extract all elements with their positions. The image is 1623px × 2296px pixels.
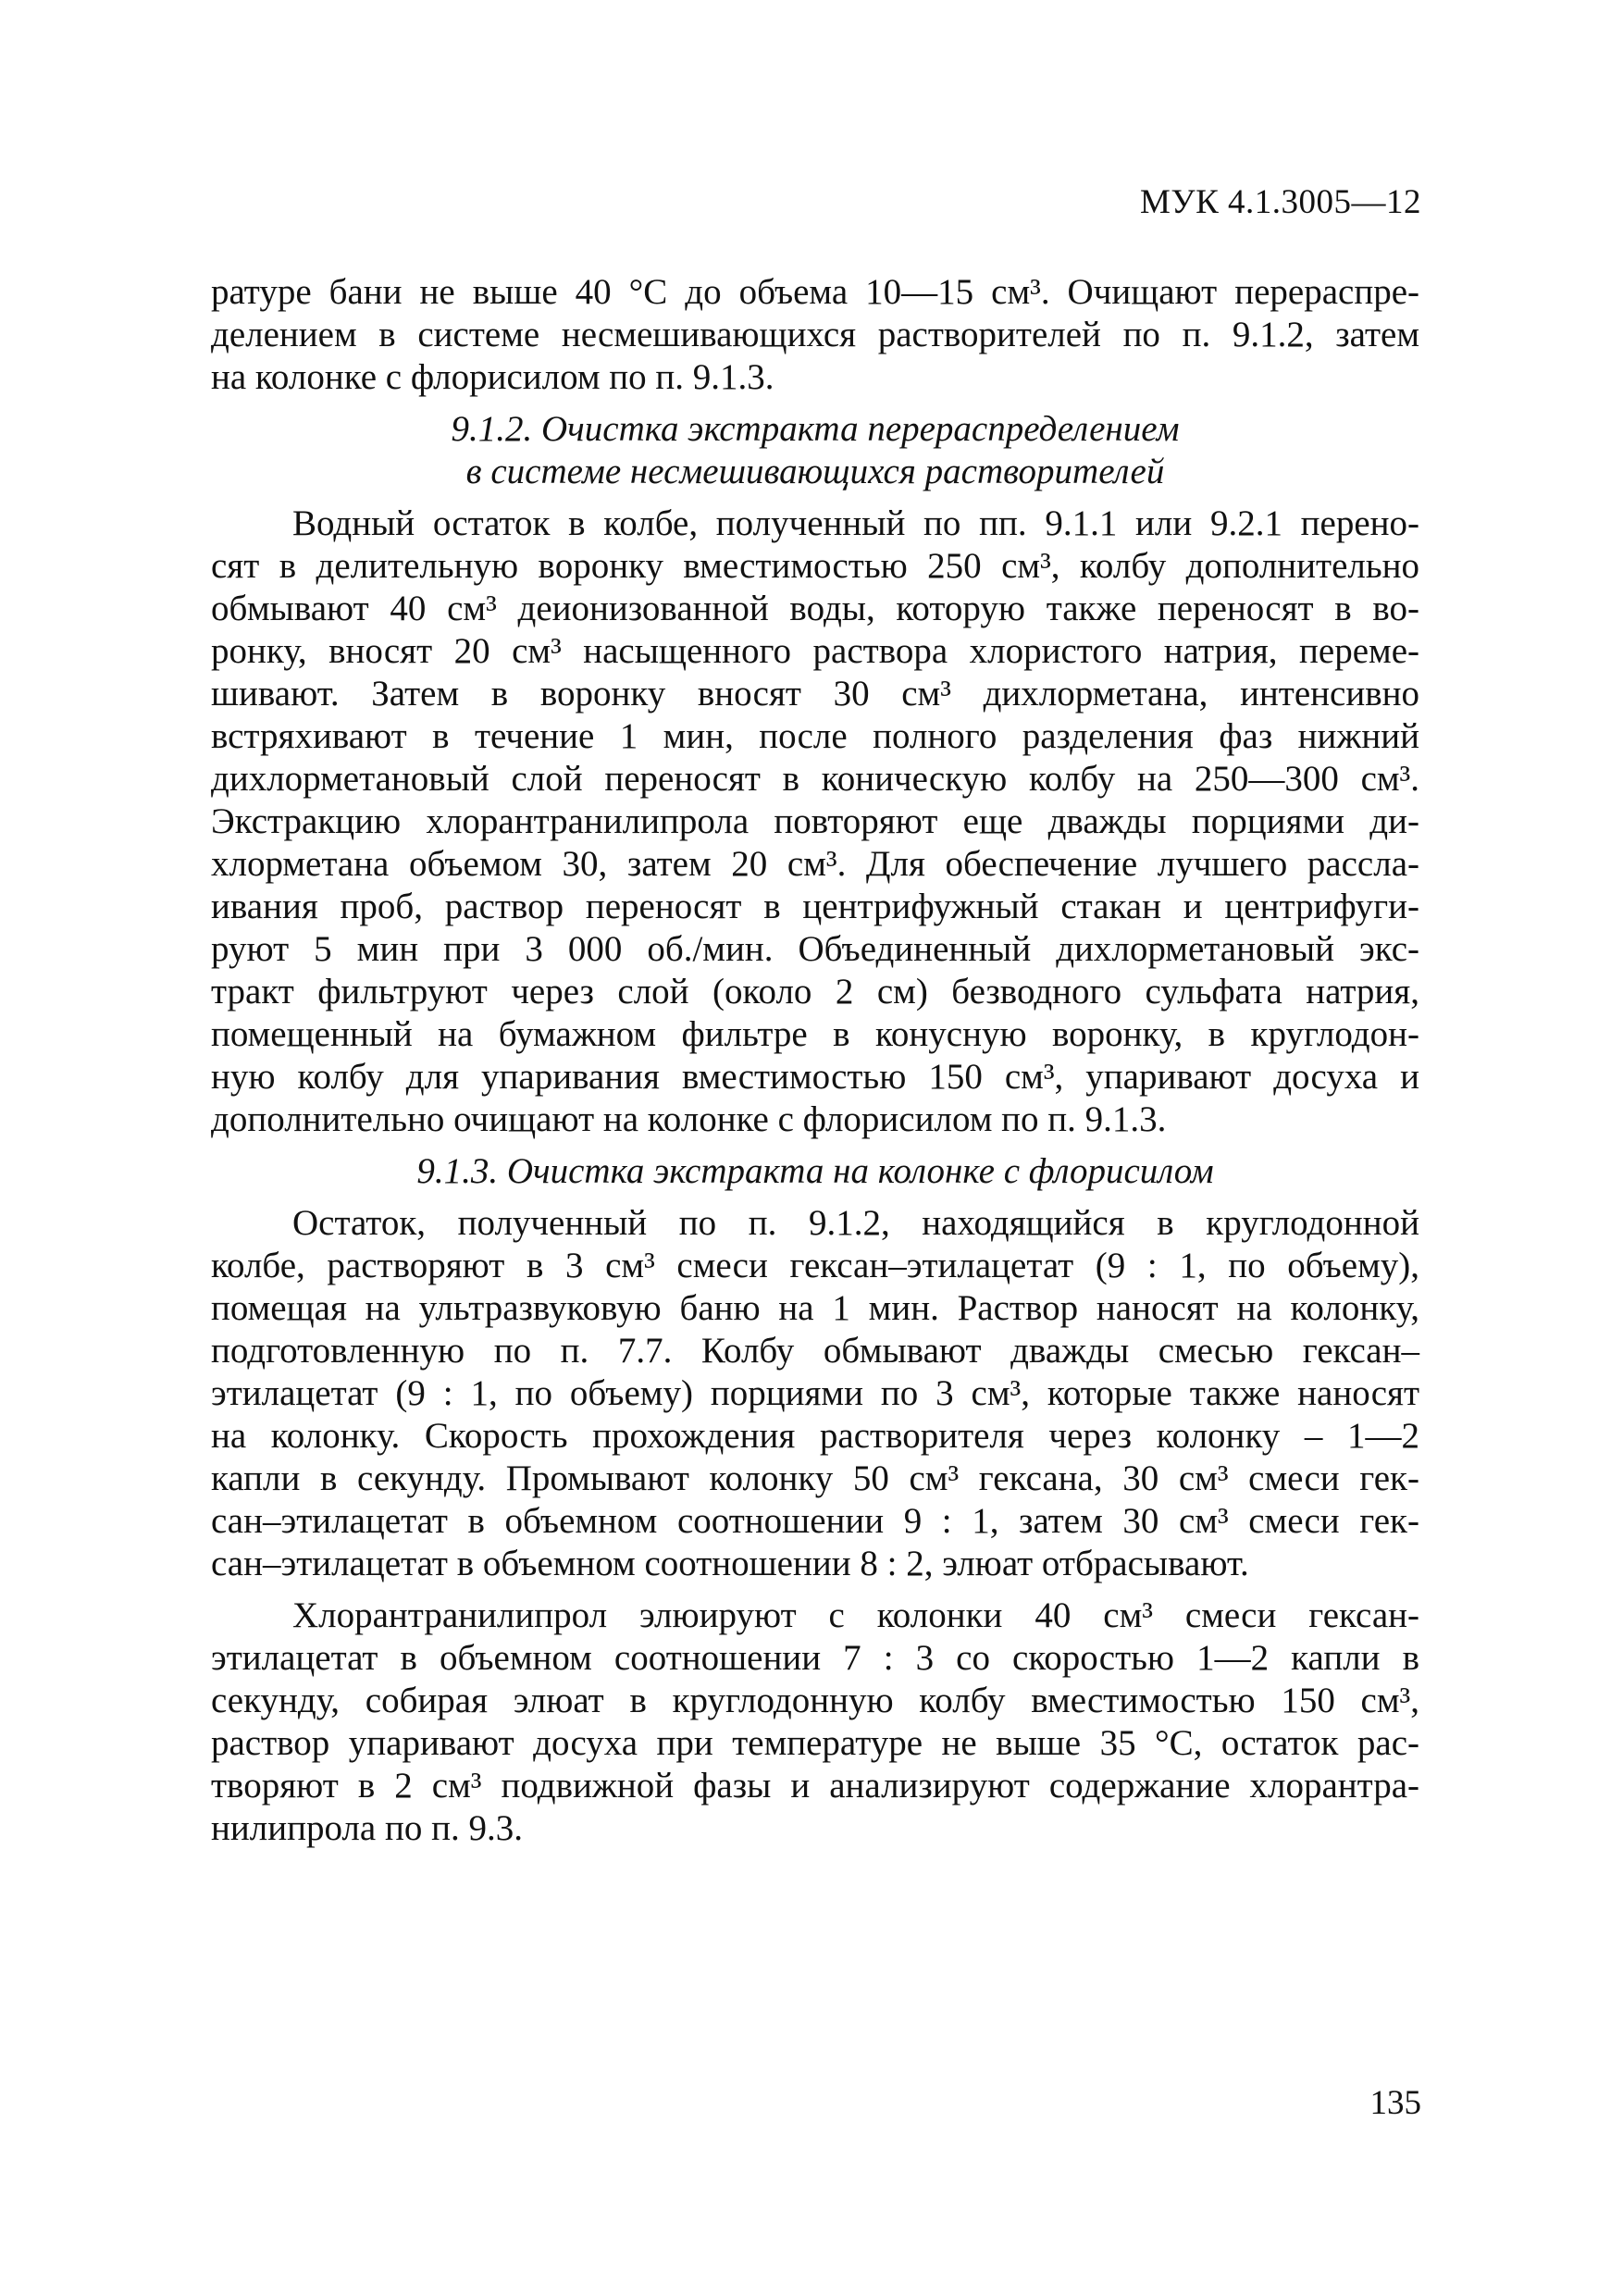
- text-line: ную колбу для упаривания вместимостью 150 см³, упаривают досуха и: [211, 1057, 1419, 1097]
- text-line: сан–этилацетат в объемном соотношении 9 : 1, затем 30 см³ смеси гек-: [211, 1501, 1419, 1541]
- section-9-1-2-paragraph: [211, 503, 1419, 1141]
- text-line: творяют в 2 см³ подвижной фазы и анализируют содержание хлорантра-: [211, 1766, 1419, 1806]
- page-body: [211, 271, 1419, 1850]
- text-line: Экстракцию хлорантранилипрола повторяют еще дважды порциями ди-: [211, 801, 1419, 841]
- text-line: секунду, собирая элюат в круглодонную колбу вместимостью 150 см³,: [211, 1681, 1419, 1720]
- text-line: руют 5 мин при 3 000 об./мин. Объединенный дихлорметановый экс-: [211, 929, 1419, 969]
- section-9-1-3-paragraph-1: [211, 1202, 1419, 1585]
- text-line: колбе, растворяют в 3 см³ смеси гексан–этилацетат (9 : 1, по объему),: [211, 1246, 1419, 1285]
- text-line: этилацетат в объемном соотношении 7 : 3 со скоростью 1—2 капли в: [211, 1638, 1419, 1678]
- text-line: ратуре бани не выше 40 °С до объема 10—15 см³. Очищают перераспре-: [211, 272, 1419, 312]
- document-code-header: МУК 4.1.3005—12: [1139, 183, 1421, 221]
- heading-line: в системе несмешивающихся растворителей: [465, 452, 1165, 491]
- text-line: встряхивают в течение 1 мин, после полного разделения фаз нижний: [211, 716, 1419, 756]
- text-line: дополнительно очищают на колонке с флорисилом по п. 9.1.3.: [211, 1099, 1167, 1139]
- text-line: сан–этилацетат в объемном соотношении 8 : 2, элюат отбрасывают.: [211, 1544, 1249, 1583]
- text-line: хлорметана объемом 30, затем 20 см³. Для обеспечение лучшего рассла-: [211, 844, 1419, 884]
- text-line: ронку, вносят 20 см³ насыщенного раствора хлористого натрия, переме-: [211, 631, 1419, 671]
- text-line: этилацетат (9 : 1, по объему) порциями по 3 см³, которые также наносят: [211, 1373, 1419, 1413]
- text-line: шивают. Затем в воронку вносят 30 см³ дихлорметана, интенсивно: [211, 674, 1419, 714]
- text-line: нилипрола по п. 9.3.: [211, 1808, 523, 1848]
- text-line: обмывают 40 см³ деионизованной воды, которую также переносят в во-: [211, 589, 1419, 628]
- section-9-1-3-paragraph-2: [211, 1595, 1419, 1850]
- text-line: тракт фильтруют через слой (около 2 см) безводного сульфата натрия,: [211, 972, 1419, 1011]
- text-line: сят в делительную воронку вместимостью 250 см³, колбу дополнительно: [211, 546, 1419, 586]
- section-9-1-2-heading: [211, 408, 1419, 493]
- text-line: Остаток, полученный по п. 9.1.2, находящийся в круглодонной: [292, 1203, 1419, 1243]
- text-line: делением в системе несмешивающихся растворителей по п. 9.1.2, затем: [211, 315, 1419, 354]
- text-line: капли в секунду. Промывают колонку 50 см³ гексана, 30 см³ смеси гек-: [211, 1458, 1419, 1498]
- intro-paragraph: [211, 271, 1419, 399]
- text-line: помещая на ультразвуковую баню на 1 мин. Раствор наносят на колонку,: [211, 1288, 1419, 1328]
- section-9-1-3-heading: 9.1.3. Очистка экстракта на колонке с флорисилом: [416, 1151, 1214, 1191]
- heading-line: 9.1.2. Очистка экстракта перераспределением: [451, 409, 1180, 449]
- text-line: ивания проб, раствор переносят в центрифужный стакан и центрифуги-: [211, 887, 1419, 926]
- text-line: подготовленную по п. 7.7. Колбу обмывают дважды смесью гексан–: [211, 1331, 1419, 1371]
- text-line: дихлорметановый слой переносят в коническую колбу на 250—300 см³.: [211, 759, 1419, 799]
- text-line: помещенный на бумажном фильтре в конусную воронку, в круглодон-: [211, 1014, 1419, 1054]
- text-line: на колонке с флорисилом по п. 9.1.3.: [211, 357, 774, 397]
- text-line: Хлорантранилипрол элюируют с колонки 40 см³ смеси гексан-: [292, 1595, 1419, 1635]
- text-line: на колонку. Скорость прохождения растворителя через колонку – 1—2: [211, 1416, 1419, 1456]
- text-line: Водный остаток в колбе, полученный по пп. 9.1.1 или 9.2.1 перено-: [292, 503, 1419, 543]
- text-line: раствор упаривают досуха при температуре не выше 35 °С, остаток рас-: [211, 1723, 1419, 1763]
- page-number: 135: [1369, 2084, 1421, 2122]
